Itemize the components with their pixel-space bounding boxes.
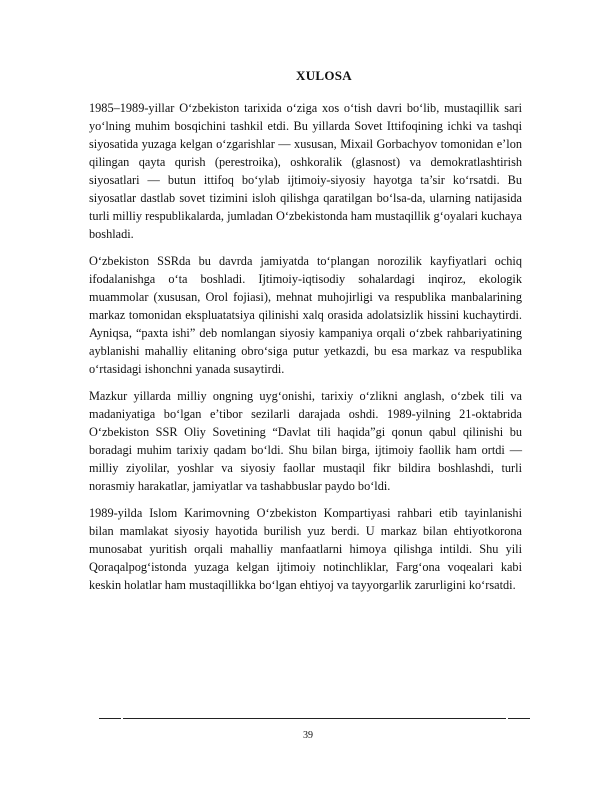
page-number: 39 — [303, 730, 313, 741]
body-text — [89, 99, 522, 603]
page-title: XULOSA — [296, 68, 352, 83]
paragraph: 1989-yilda Islom Karimovning O‘zbekiston Kompartiyasi rahbari etib tayinlanishi bilan mamlakat siyosiy hayotida burilish yuz berdi. U markaz bilan ehtiyotkorona munosabat yuritish orqali mahalliy manfaatlarni himoya qilishga intildi. Shu yili Qoraqalpog‘istonda yuzaga kelgan ijtimoiy notinchliklar, Farg‘ona voqealari kabi keskin holatlar ham mustaqillikka bo‘lgan ehtiyoj va tayyorgarlik zarurligini ko‘rsatdi. — [89, 506, 522, 592]
paragraph: O‘zbekiston SSRda bu davrda jamiyatda to‘plangan norozilik kayfiyatlari ochiq ifodalanishga o‘ta boshladi. Ijtimoiy-iqtisodiy sohalardagi inqiroz, ekologik muammolar (xususan, Orol fojiasi), mehnat muhojirligi va respublika manbalarining markaz tomonidan ekspluatatsiya qilinishi xalq orasida adolatsizlik hissini kuchaytirdi. Ayniqsa, “paxta ishi” deb nomlangan siyosiy kampaniya orqali o‘zbek rahbariyatining ayblanishi mahalliy elitaning obro‘siga putur yetkazdi, bu esa markaz va respublika o‘rtasidagi ishonchni yanada susaytirdi. — [89, 254, 522, 376]
footer-rule-left — [99, 718, 121, 719]
footer-rule — [123, 718, 506, 719]
footer-rule-right — [508, 718, 530, 719]
paragraph: Mazkur yillarda milliy ongning uyg‘onishi, tarixiy o‘zlikni anglash, o‘zbek tili va madaniyatiga bo‘lgan e’tibor sezilarli darajada oshdi. 1989-yilning 21-oktabrida O‘zbekiston SSR Oliy Sovetining “Davlat tili haqida”gi qonun qabul qilinishi bu boradagi muhim tarixiy qadam bo‘ldi. Shu bilan birga, ijtimoiy faollik ham ortdi — milliy ziyolilar, yoshlar va siyosiy faollar mustaqil fikr bildira boshlashdi, turli norasmiy harakatlar, jamiyatlar va tashabbuslar paydo bo‘ldi. — [89, 389, 522, 493]
paragraph: 1985–1989-yillar O‘zbekiston tarixida o‘ziga xos o‘tish davri bo‘lib, mustaqillik sari yo‘lning muhim bosqichini tashkil etdi. Bu yillarda Sovet Ittifoqining ichki va tashqi siyosatida yuzaga kelgan o‘zgarishlar — xususan, Mixail Gorbachyov tomonidan e’lon qilingan qayta qurish (perestroika), oshkoralik (glasnost) va demokratlashtirish siyosatlari — butun ittifoq bo‘ylab ijtimoiy-siyosiy hayotga ta’sir ko‘rsatdi. Bu siyosatlar dastlab sovet tizimini isloh qilishga qaratilgan bo‘lsa-da, ularning natijasida turli milliy respublikalarda, jumladan O‘zbekistonda ham mustaqillik g‘oyalari kuchaya boshladi. — [89, 101, 522, 241]
